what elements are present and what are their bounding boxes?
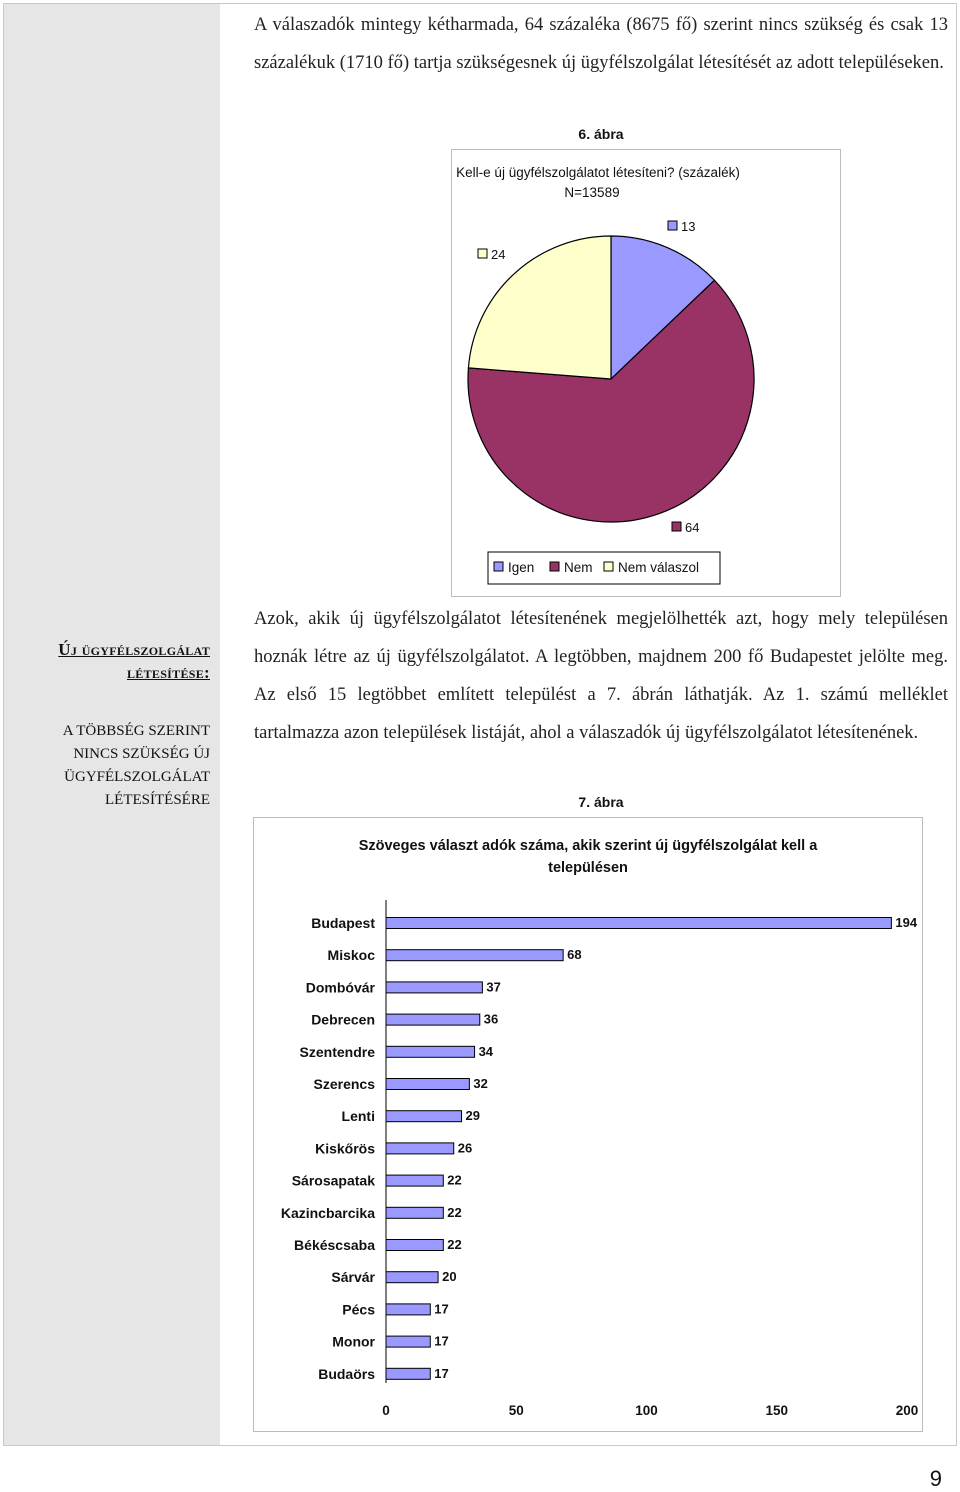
bar-chart	[254, 818, 922, 1431]
pie-title: Kell-e új ügyfélszolgálatot létesíteni? (százalék)	[456, 165, 740, 180]
x-tick-label: 0	[382, 1403, 390, 1418]
category-label: Miskoc	[327, 947, 375, 964]
pie-data-label: 13	[681, 219, 696, 234]
bar-title-line1: Szöveges választ adók száma, akik szerint új ügyfélszolgálat kell a	[358, 838, 818, 854]
category-label: Pécs	[342, 1301, 375, 1318]
bar	[386, 1175, 443, 1186]
category-label: Debrecen	[311, 1011, 375, 1028]
x-tick-label: 200	[895, 1403, 919, 1418]
bar	[386, 1272, 438, 1283]
bar	[386, 1304, 430, 1315]
x-tick-label: 150	[765, 1403, 789, 1418]
bar	[386, 1368, 430, 1379]
category-label: Békéscsaba	[294, 1237, 375, 1253]
category-label: Szentendre	[299, 1043, 375, 1060]
bar	[386, 1143, 454, 1154]
sidebar-subheading: A TÖBBSÉG SZERINT NINCS SZÜKSÉG ÚJ ÜGYFÉLSZOLGÁLAT LÉTESÍTÉSÉRE	[62, 723, 210, 808]
legend-entry: Nem válaszol	[618, 560, 700, 575]
bar-value-label: 37	[486, 979, 501, 995]
bar	[386, 1046, 475, 1057]
page-number: 9	[929, 1466, 942, 1491]
legend-swatch	[550, 562, 559, 571]
bar-value-label: 17	[434, 1301, 449, 1317]
bar	[386, 1207, 443, 1218]
category-label: Sárvár	[331, 1269, 375, 1286]
bar-value-label: 194	[895, 915, 918, 930]
second-paragraph: Azok, akik új ügyfélszolgálatot létesítenének megjelölhették azt, hogy mely településen hoznák létre az új ügyfélszolgálatot. A legtöbben, majdnem 200 fő Budapestet jelölte meg. Az első 15 legtöbbet említett települést a 7. ábrán láthatják. Az 1. számú melléklet tartalmazza azon települések listáját, ahol a válaszadók új ügyfélszolgálatot létesítenének.	[254, 609, 948, 743]
bar-value-label: 29	[465, 1108, 481, 1124]
sidebar-heading: Új ügyfélszolgálat létesítése:	[58, 640, 210, 682]
bar-value-label: 22	[447, 1204, 462, 1220]
bar	[386, 950, 563, 961]
bar	[386, 1111, 462, 1122]
bar-value-label: 17	[434, 1365, 449, 1381]
bar	[386, 1240, 443, 1251]
pie-chart	[452, 150, 840, 596]
bar-value-label: 36	[483, 1011, 499, 1027]
pie-label-swatch	[672, 522, 681, 531]
category-label: Dombóvár	[305, 979, 375, 996]
bar-chart-container	[253, 817, 923, 1432]
category-label: Kazincbarcika	[280, 1204, 375, 1221]
category-label: Lenti	[341, 1108, 375, 1125]
bar	[386, 1079, 469, 1090]
pie-data-label: 24	[491, 247, 506, 262]
category-label: Budaörs	[318, 1365, 375, 1382]
bar-value-label: 26	[457, 1140, 473, 1156]
x-tick-label: 100	[635, 1403, 658, 1418]
bar	[386, 982, 482, 993]
category-label: Szerencs	[313, 1076, 375, 1092]
legend-entry: Igen	[508, 560, 535, 575]
bar	[386, 1014, 480, 1025]
legend-entry: Nem	[564, 560, 593, 575]
x-tick-label: 50	[508, 1403, 524, 1418]
pie-legend	[488, 552, 720, 584]
pie-chart-container	[451, 149, 841, 597]
bar-value-label: 68	[567, 947, 582, 963]
bar-value-label: 17	[434, 1333, 449, 1349]
bar-value-label: 22	[447, 1172, 462, 1188]
legend-swatch	[494, 562, 503, 571]
pie-subtitle: N=13589	[564, 185, 620, 200]
pie-data-label: 64	[685, 520, 700, 535]
intro-paragraph: A válaszadók mintegy kétharmada, 64 százaléka (8675 fő) szerint nincs szükség és csak 13 százalékuk (1710 fő) tartja szükségesnek új ügyfélszolgálat létesítését az adott településeken.	[254, 15, 948, 73]
pie-slice-nem-válaszol	[468, 236, 611, 379]
figure6-caption: 6. ábra	[578, 126, 624, 142]
legend-swatch	[604, 562, 613, 571]
bar-value-label: 32	[473, 1076, 488, 1091]
pie-label-swatch	[668, 221, 677, 230]
bar-value-label: 20	[442, 1269, 457, 1285]
bar	[386, 1336, 430, 1347]
bar-title-line2: településen	[548, 860, 628, 876]
category-label: Sárosapatak	[291, 1172, 375, 1189]
bar	[386, 918, 891, 929]
pie-label-swatch	[478, 249, 487, 258]
figure7-caption: 7. ábra	[578, 794, 624, 810]
bar-value-label: 22	[447, 1237, 462, 1252]
bar-value-label: 34	[478, 1043, 494, 1059]
category-label: Budapest	[311, 915, 375, 931]
category-label: Monor	[332, 1333, 375, 1350]
category-label: Kiskőrös	[315, 1140, 375, 1157]
